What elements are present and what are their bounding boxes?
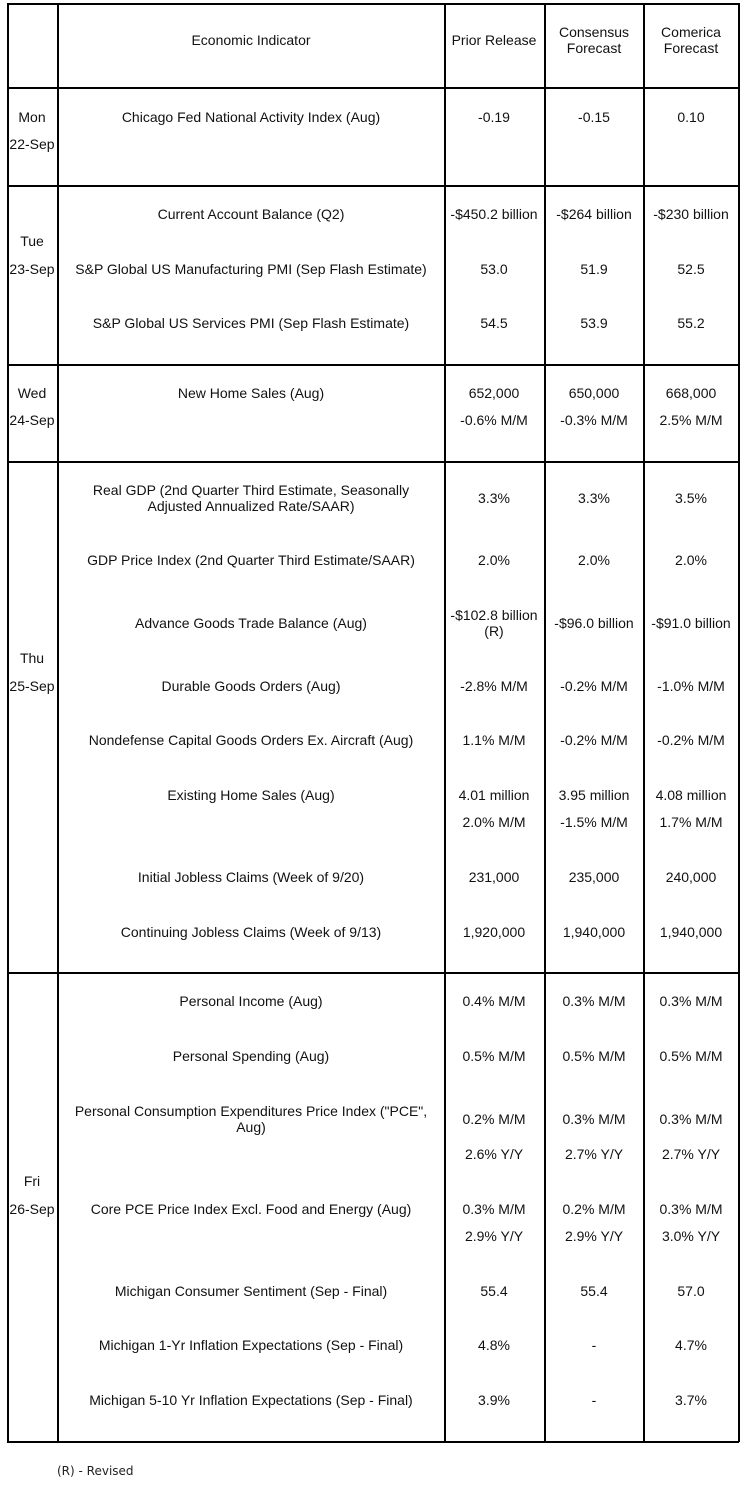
prior-release-value: 231,000: [468, 869, 520, 885]
table-rule-h: [7, 87, 739, 89]
table-rule-h: [7, 972, 739, 974]
indicator-name: Existing Home Sales (Aug): [167, 787, 335, 803]
comerica-forecast-value: 3.0% Y/Y: [661, 1228, 721, 1244]
comerica-forecast-value: 0.3% M/M: [659, 1201, 723, 1217]
consensus-forecast-value: 1,940,000: [562, 924, 626, 940]
consensus-forecast-value: -0.2% M/M: [560, 678, 628, 694]
header-prior-release: Prior Release: [451, 32, 537, 48]
footnote: (R) - Revised: [57, 1464, 134, 1478]
comerica-forecast-value: 0.3% M/M: [659, 993, 723, 1009]
indicator-name: Michigan 1-Yr Inflation Expectations (Sep - Final): [98, 1337, 404, 1353]
indicator-name: Personal Consumption Expenditures Price Index ("PCE", Aug): [74, 1103, 428, 1135]
consensus-forecast-value: 55.4: [580, 1283, 608, 1299]
table-rule-h: [7, 461, 739, 463]
consensus-forecast-value: 51.9: [580, 261, 608, 277]
day-label: Mon: [18, 109, 46, 125]
economic-calendar-table: [7, 3, 738, 1441]
header-consensus-forecast: Consensus Forecast: [558, 24, 630, 56]
date-label: 26-Sep: [9, 1201, 55, 1217]
table-rule-h: [7, 3, 739, 5]
day-label: Tue: [20, 233, 44, 249]
comerica-forecast-value: 1.7% M/M: [659, 814, 723, 830]
comerica-forecast-value: 668,000: [665, 385, 717, 401]
comerica-forecast-value: 0.3% M/M: [659, 1111, 723, 1127]
consensus-forecast-value: 2.9% Y/Y: [564, 1228, 624, 1244]
table-rule-h: [7, 1441, 739, 1443]
header-economic-indicator: Economic Indicator: [191, 32, 311, 48]
consensus-forecast-value: -0.15: [578, 109, 610, 125]
prior-release-value: -2.8% M/M: [460, 678, 528, 694]
date-label: 23-Sep: [9, 261, 55, 277]
comerica-forecast-value: 240,000: [665, 869, 717, 885]
consensus-forecast-value: -0.3% M/M: [560, 412, 628, 428]
consensus-forecast-value: -0.2% M/M: [560, 732, 628, 748]
consensus-forecast-value: 0.3% M/M: [562, 1111, 626, 1127]
prior-release-value: 0.3% M/M: [462, 1201, 526, 1217]
comerica-forecast-value: 2.5% M/M: [659, 412, 723, 428]
consensus-forecast-value: 0.2% M/M: [562, 1201, 626, 1217]
header-comerica-forecast: Comerica Forecast: [661, 24, 721, 56]
day-label: Wed: [17, 385, 47, 401]
comerica-forecast-value: 2.7% Y/Y: [661, 1146, 721, 1162]
indicator-name: New Home Sales (Aug): [177, 385, 325, 401]
prior-release-value: 0.5% M/M: [462, 1048, 526, 1064]
consensus-forecast-value: 2.0%: [578, 552, 610, 568]
consensus-forecast-value: 650,000: [568, 385, 620, 401]
indicator-name: Michigan Consumer Sentiment (Sep - Final): [114, 1283, 388, 1299]
consensus-forecast-value: 0.5% M/M: [562, 1048, 626, 1064]
prior-release-value: 54.5: [480, 315, 508, 331]
indicator-name: Current Account Balance (Q2): [157, 206, 345, 222]
table-rule-h: [7, 364, 739, 366]
prior-release-value: 2.0%: [478, 552, 510, 568]
prior-release-value: -0.19: [478, 109, 510, 125]
comerica-forecast-value: -$230 billion: [653, 206, 729, 222]
comerica-forecast-value: 55.2: [677, 315, 705, 331]
consensus-forecast-value: 3.3%: [578, 490, 610, 506]
comerica-forecast-value: 0.10: [677, 109, 705, 125]
consensus-forecast-value: 2.7% Y/Y: [564, 1146, 624, 1162]
consensus-forecast-value: 235,000: [568, 869, 620, 885]
indicator-name: Initial Jobless Claims (Week of 9/20): [137, 869, 365, 885]
comerica-forecast-value: 1,940,000: [659, 924, 723, 940]
indicator-name: Michigan 5-10 Yr Inflation Expectations (Sep - Final): [89, 1392, 413, 1408]
comerica-forecast-value: 3.7%: [675, 1392, 707, 1408]
day-label: Fri: [23, 1173, 41, 1189]
consensus-forecast-value: -$264 billion: [556, 206, 632, 222]
comerica-forecast-value: -$91.0 billion: [651, 615, 731, 631]
indicator-name: Real GDP (2nd Quarter Third Estimate, Seasonally Adjusted Annualized Rate/SAAR): [92, 482, 410, 514]
prior-release-value: 1,920,000: [462, 924, 526, 940]
consensus-forecast-value: 0.3% M/M: [562, 993, 626, 1009]
prior-release-value: 53.0: [480, 261, 508, 277]
comerica-forecast-value: 3.5%: [675, 490, 707, 506]
prior-release-value: 55.4: [480, 1283, 508, 1299]
indicator-name: Nondefense Capital Goods Orders Ex. Aircraft (Aug): [88, 732, 414, 748]
prior-release-value: 2.0% M/M: [462, 814, 526, 830]
consensus-forecast-value: -$96.0 billion: [554, 615, 634, 631]
comerica-forecast-value: 2.0%: [675, 552, 707, 568]
comerica-forecast-value: 52.5: [677, 261, 705, 277]
prior-release-value: 2.9% Y/Y: [464, 1228, 524, 1244]
consensus-forecast-value: 3.95 million: [558, 787, 630, 803]
prior-release-value: 0.2% M/M: [462, 1111, 526, 1127]
prior-release-value: 1.1% M/M: [462, 732, 526, 748]
comerica-forecast-value: -1.0% M/M: [657, 678, 725, 694]
date-label: 25-Sep: [9, 678, 55, 694]
date-label: 24-Sep: [9, 412, 55, 428]
indicator-name: GDP Price Index (2nd Quarter Third Estimate/SAAR): [87, 552, 415, 568]
indicator-name: Personal Income (Aug): [179, 993, 323, 1009]
prior-release-value: 4.8%: [478, 1337, 510, 1353]
consensus-forecast-value: 53.9: [580, 315, 608, 331]
comerica-forecast-value: -0.2% M/M: [657, 732, 725, 748]
prior-release-value: 652,000: [468, 385, 520, 401]
indicator-name: Chicago Fed National Activity Index (Aug): [121, 109, 381, 125]
indicator-name: S&P Global US Services PMI (Sep Flash Estimate): [92, 315, 410, 331]
prior-release-value: -$102.8 billion (R): [450, 607, 538, 639]
indicator-name: Durable Goods Orders (Aug): [161, 678, 341, 694]
consensus-forecast-value: -1.5% M/M: [560, 814, 628, 830]
consensus-forecast-value: -: [591, 1337, 597, 1353]
table-rule-v: [7, 3, 9, 1442]
indicator-name: Core PCE Price Index Excl. Food and Energy (Aug): [90, 1201, 412, 1217]
prior-release-value: -0.6% M/M: [460, 412, 528, 428]
comerica-forecast-value: 0.5% M/M: [659, 1048, 723, 1064]
consensus-forecast-value: -: [591, 1392, 597, 1408]
prior-release-value: 0.4% M/M: [462, 993, 526, 1009]
comerica-forecast-value: 4.7%: [675, 1337, 707, 1353]
indicator-name: S&P Global US Manufacturing PMI (Sep Flash Estimate): [75, 261, 427, 277]
prior-release-value: 4.01 million: [458, 787, 530, 803]
indicator-name: Personal Spending (Aug): [172, 1048, 330, 1064]
comerica-forecast-value: 57.0: [677, 1283, 705, 1299]
comerica-forecast-value: 4.08 million: [655, 787, 727, 803]
table-rule-v: [57, 3, 59, 1442]
indicator-name: Continuing Jobless Claims (Week of 9/13): [120, 924, 382, 940]
prior-release-value: 2.6% Y/Y: [464, 1146, 524, 1162]
indicator-name: Advance Goods Trade Balance (Aug): [135, 615, 367, 631]
prior-release-value: 3.9%: [478, 1392, 510, 1408]
day-label: Thu: [19, 650, 45, 666]
prior-release-value: -$450.2 billion: [450, 206, 538, 222]
table-rule-h: [7, 185, 739, 187]
prior-release-value: 3.3%: [478, 490, 510, 506]
date-label: 22-Sep: [9, 136, 55, 152]
